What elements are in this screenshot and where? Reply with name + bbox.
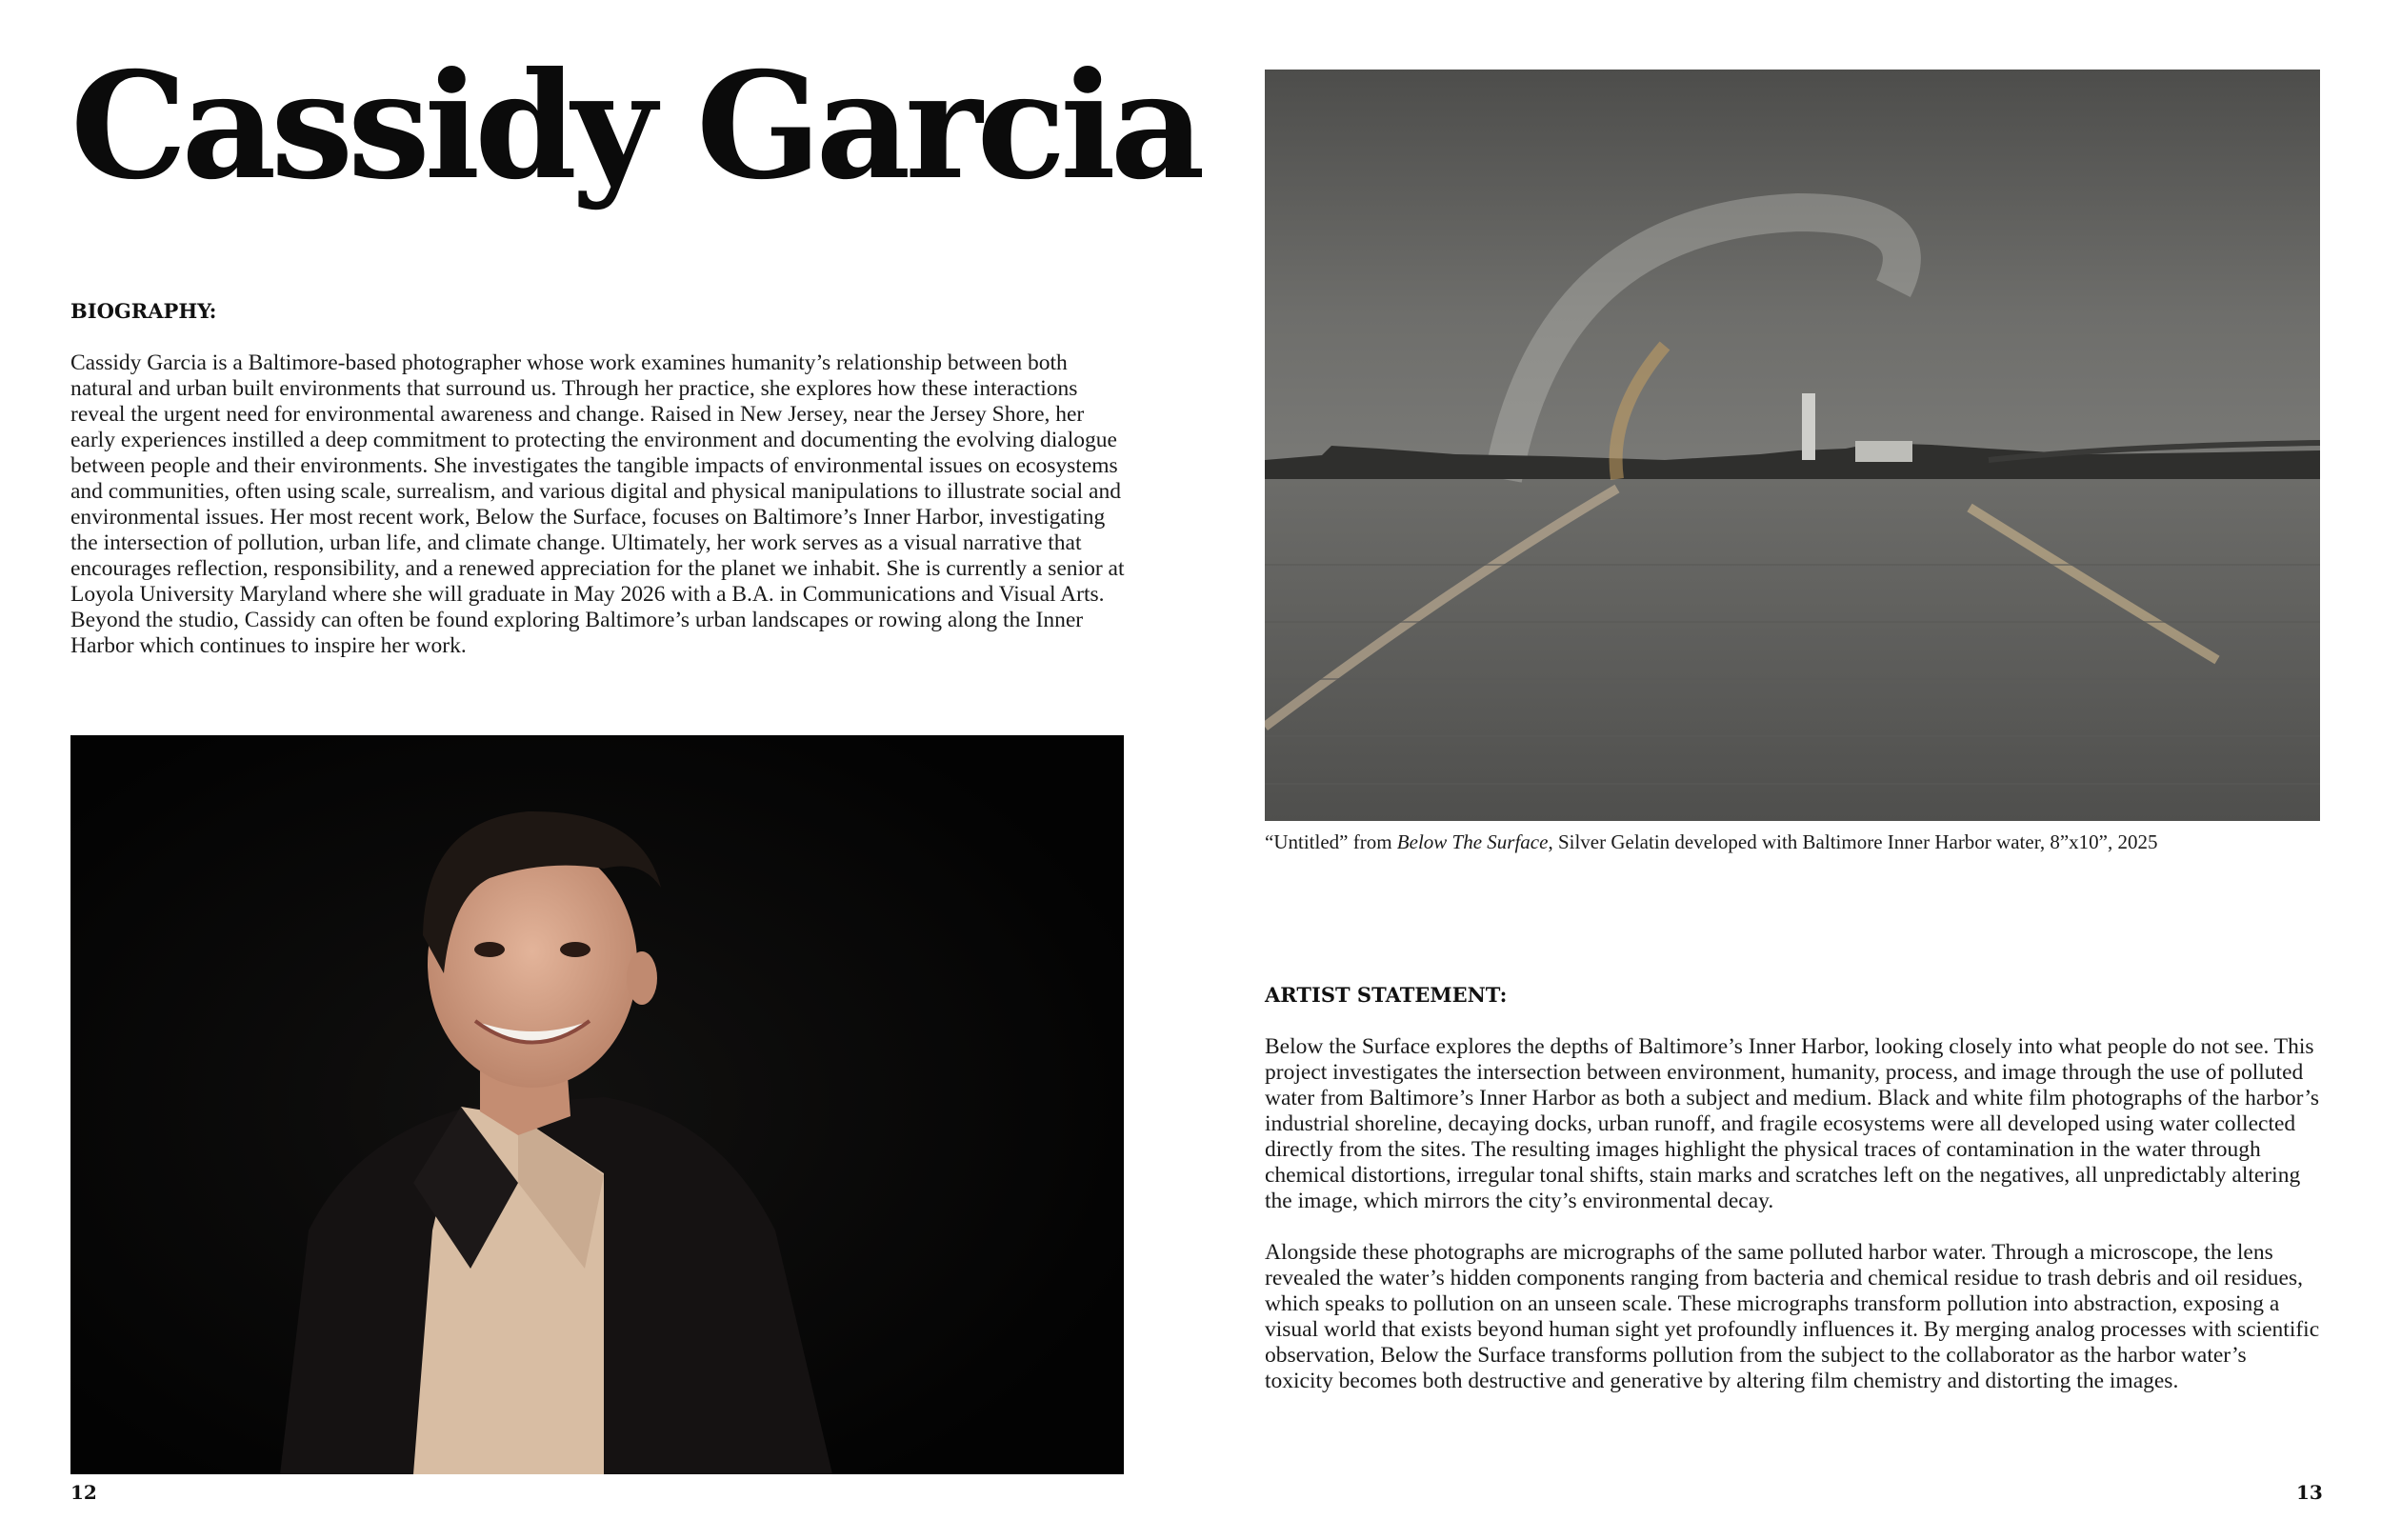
artist-statement-text <box>1265 1034 2320 1420</box>
page-number-left: 12 <box>70 1481 97 1504</box>
caption-series-title: Below The Surface <box>1396 830 1549 853</box>
artist-statement-heading: ARTIST STATEMENT: <box>1265 983 1508 1007</box>
artist-statement-paragraph: Below the Surface explores the depths of Baltimore’s Inner Harbor, looking closely into what people do not see. This project investigates the intersection between environment, humanity, process, and image through the use of polluted water from Baltimore’s Inner Harbor as both a subject and medium. Black and white film photographs of the harbor’s industrial shoreline, decaying docks, urban runoff, and fragile ecosystems were all developed using water collected directly from the sites. The resulting images highlight the physical traces of contamination in the water through chemical distortions, irregular tonal shifts, stain marks and scratches left on the negatives, all unpredictably altering the image, which mirrors the city’s environmental decay. <box>1265 1034 2320 1213</box>
biography-heading: BIOGRAPHY: <box>70 299 217 323</box>
biography-text: Cassidy Garcia is a Baltimore-based photographer whose work examines humanity’s relationship between both natural and urban built environments that surround us. Through her practice, she explores how these interactions reveal the urgent need for environmental awareness and change. Raised in New Jersey, near the Jersey Shore, her early experiences instilled a deep commitment to protecting the environment and documenting the evolving dialogue between people and their environments. She investigates the tangible impacts of environmental issues on ecosystems and communities, often using scale, surrealism, and various digital and physical manipulations to illustrate social and environmental issues. Her most recent work, Below the Surface, focuses on Baltimore’s Inner Harbor, investigating the intersection of pollution, urban life, and climate change. Ultimately, her work serves as a visual narrative that encourages reflection, responsibility, and a renewed appreciation for the planet we inhabit. She is currently a senior at Loyola University Maryland where she will graduate in May 2026 with a B.A. in Communications and Visual Arts. Beyond the studio, Cassidy can often be found exploring Baltimore’s urban landscapes or rowing along the Inner Harbor which continues to inspire her work. <box>70 350 1125 658</box>
photo-caption <box>1265 830 2158 854</box>
artist-name-title: Cassidy Garcia <box>70 40 1200 212</box>
artist-statement-paragraph: Alongside these photographs are micrographs of the same polluted harbor water. Through a microscope, the lens revealed the water’s hidden components ranging from bacteria and chemical residue to trash debris and oil residues, which speaks to pollution on an unseen scale. These micrographs transform pollution into abstraction, exposing a visual world that exists beyond human sight yet profoundly influences it. By merging analog processes with scientific observation, Below the Surface transforms pollution from the subject to the collaborator as the harbor water’s toxicity becomes both destructive and generative by altering film chemistry and distorting the images. <box>1265 1240 2320 1393</box>
caption-prefix: “Untitled” from <box>1265 830 1397 853</box>
page-number-right: 13 <box>2296 1481 2323 1504</box>
caption-suffix: , Silver Gelatin developed with Baltimore Inner Harbor water, 8”x10”, 2025 <box>1548 830 2158 853</box>
artist-portrait-photo <box>70 735 1124 1474</box>
harbor-photograph <box>1265 70 2320 821</box>
